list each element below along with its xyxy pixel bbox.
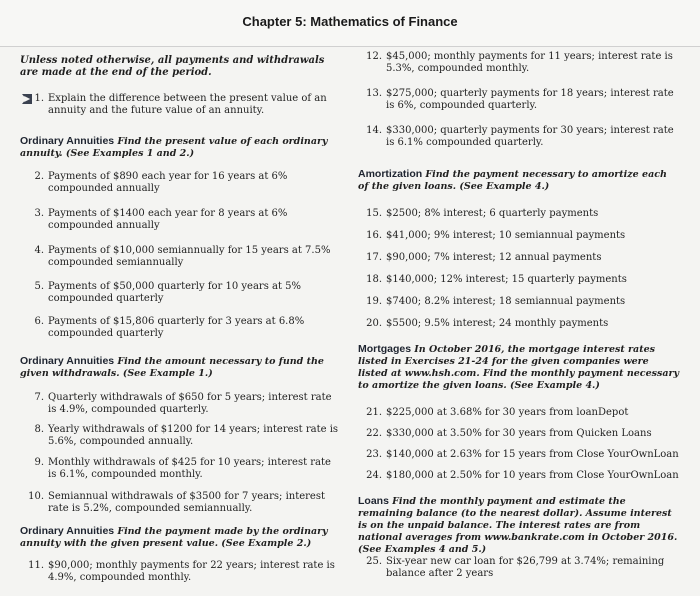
- exercise-number: 7.: [34, 392, 44, 403]
- section-title: Ordinary Annuities: [20, 135, 115, 147]
- exercise-text: Six-year new car loan for $26,799 at 3.74%; remaining balance after 2 years: [386, 556, 665, 579]
- exercise-number: 21.: [366, 407, 382, 418]
- exercise-number: 20.: [366, 318, 382, 329]
- exercise-number: 18.: [366, 274, 382, 285]
- exercise-text: Explain the difference between the present value of an annuity and the future value of an annuity.: [48, 93, 327, 116]
- exercise-number: 8.: [34, 424, 44, 435]
- exercise-text: $41,000; 9% interest; 10 semiannual payments: [386, 230, 626, 241]
- exercise-number: 9.: [34, 457, 44, 468]
- exercise-number: 23.: [366, 449, 382, 460]
- exercise-number: 5.: [34, 281, 44, 292]
- exercise-text: $140,000; 12% interest; 15 quarterly payments: [386, 274, 627, 285]
- intro-note: Unless noted otherwise, all payments and withdrawals are made at the end of the period.: [20, 55, 325, 78]
- exercise-text: $275,000; quarterly payments for 18 years; interest rate is 6%, compounded quarterly.: [386, 88, 674, 111]
- section-ordinary-annuities-pv: [20, 135, 340, 160]
- exercise-number: 11.: [28, 560, 44, 571]
- section-title: Amortization: [358, 168, 423, 180]
- exercise-text: Quarterly withdrawals of $650 for 5 years; interest rate is 4.9%, compounded quarterly.: [48, 392, 332, 415]
- exercise-number: 15.: [366, 208, 382, 219]
- exercise-number: 12.: [366, 51, 382, 62]
- section-description: Find the amount necessary to fund the given withdrawals. (See Example 1.): [20, 356, 324, 379]
- exercise-text: $45,000; monthly payments for 11 years; interest rate is 5.3%, compounded monthly.: [386, 51, 673, 74]
- exercise-text: $5500; 9.5% interest; 24 monthly payments: [386, 318, 609, 329]
- section-description: In October 2016, the mortgage interest rates listed in Exercises 21-24 for the given companies were listed at www.hsh.com. Find the monthly payment necessary to amortize the given loans. (See Example 4.): [358, 344, 680, 391]
- exercise-text: $2500; 8% interest; 6 quarterly payments: [386, 208, 599, 219]
- section-title: Ordinary Annuities: [20, 355, 115, 367]
- exercise-number: 10.: [28, 491, 44, 502]
- exercise-number: 6.: [34, 316, 44, 327]
- section-ordinary-annuities-fund: [20, 355, 340, 380]
- exercise-number: 3.: [34, 208, 44, 219]
- exercise-text: $90,000; monthly payments for 22 years; interest rate is 4.9%, compounded monthly.: [48, 560, 335, 583]
- exercise-number: 22.: [366, 428, 382, 439]
- section-description: Find the monthly payment and estimate the remaining balance (to the nearest dollar). Assume interest is on the unpaid balance. The interest rates are from national averages from www.bankrate.com in October 2016. (See Examples 4 and 5.): [358, 496, 678, 555]
- exercise-number: 16.: [366, 230, 382, 241]
- section-ordinary-annuities-payment: [20, 525, 340, 550]
- exercise-text: Monthly withdrawals of $425 for 10 years; interest rate is 6.1%, compounded monthly.: [48, 457, 331, 480]
- exercise-text: Payments of $15,806 quarterly for 3 years at 6.8% compounded quarterly: [48, 316, 305, 339]
- exercise-text: $225,000 at 3.68% for 30 years from loanDepot: [386, 407, 629, 418]
- exercise-text: Payments of $890 each year for 16 years at 6% compounded annually: [48, 171, 288, 194]
- section-mortgages: [358, 343, 680, 392]
- exercise-text: $180,000 at 2.50% for 10 years from Close YourOwnLoan: [386, 470, 679, 481]
- exercise-text: $140,000 at 2.63% for 15 years from Close YourOwnLoan: [386, 449, 679, 460]
- section-description: Find the present value of each ordinary annuity. (See Examples 1 and 2.): [20, 136, 328, 159]
- exercise-text: $90,000; 7% interest; 12 annual payments: [386, 252, 602, 263]
- exercise-number: 4.: [34, 245, 44, 256]
- exercise-text: $330,000 at 3.50% for 30 years from Quicken Loans: [386, 428, 652, 439]
- exercise-text: Payments of $50,000 quarterly for 10 years at 5% compounded quarterly: [48, 281, 302, 304]
- exercise-number: 2.: [34, 171, 44, 182]
- exercise-number: 19.: [366, 296, 382, 307]
- exercise-number: 17.: [366, 252, 382, 263]
- exercise-number: 24.: [366, 470, 382, 481]
- section-amortization: [358, 168, 680, 193]
- exercise-number: 25.: [366, 556, 382, 567]
- exercise-text: Payments of $10,000 semiannually for 15 years at 7.5% compounded semiannually: [48, 245, 331, 268]
- exercise-text: Payments of $1400 each year for 8 years at 6% compounded annually: [48, 208, 288, 231]
- section-description: Find the payment necessary to amortize each of the given loans. (See Example 4.): [358, 169, 667, 192]
- page-title: Chapter 5: Mathematics of Finance: [242, 14, 458, 29]
- page-header: [0, 0, 700, 47]
- section-description: Find the payment made by the ordinary annuity with the given present value. (See Example 2.): [20, 526, 328, 549]
- section-title: Loans: [358, 495, 389, 507]
- exercise-text: $7400; 8.2% interest; 18 semiannual payments: [386, 296, 626, 307]
- exercise-text: Semiannual withdrawals of $3500 for 7 years; interest rate is 5.2%, compounded semiannually.: [48, 491, 325, 514]
- section-title: Mortgages: [358, 343, 412, 355]
- exercise-number: 1.: [34, 93, 44, 104]
- section-title: Ordinary Annuities: [20, 525, 115, 537]
- exercise-text: Yearly withdrawals of $1200 for 14 years; interest rate is 5.6%, compounded annually.: [48, 424, 339, 447]
- exercise-number: 14.: [366, 125, 382, 136]
- section-loans: [358, 495, 680, 556]
- exercise-number: 13.: [366, 88, 382, 99]
- exercise-text: $330,000; quarterly payments for 30 years; interest rate is 6.1% compounded quarterly.: [386, 125, 674, 148]
